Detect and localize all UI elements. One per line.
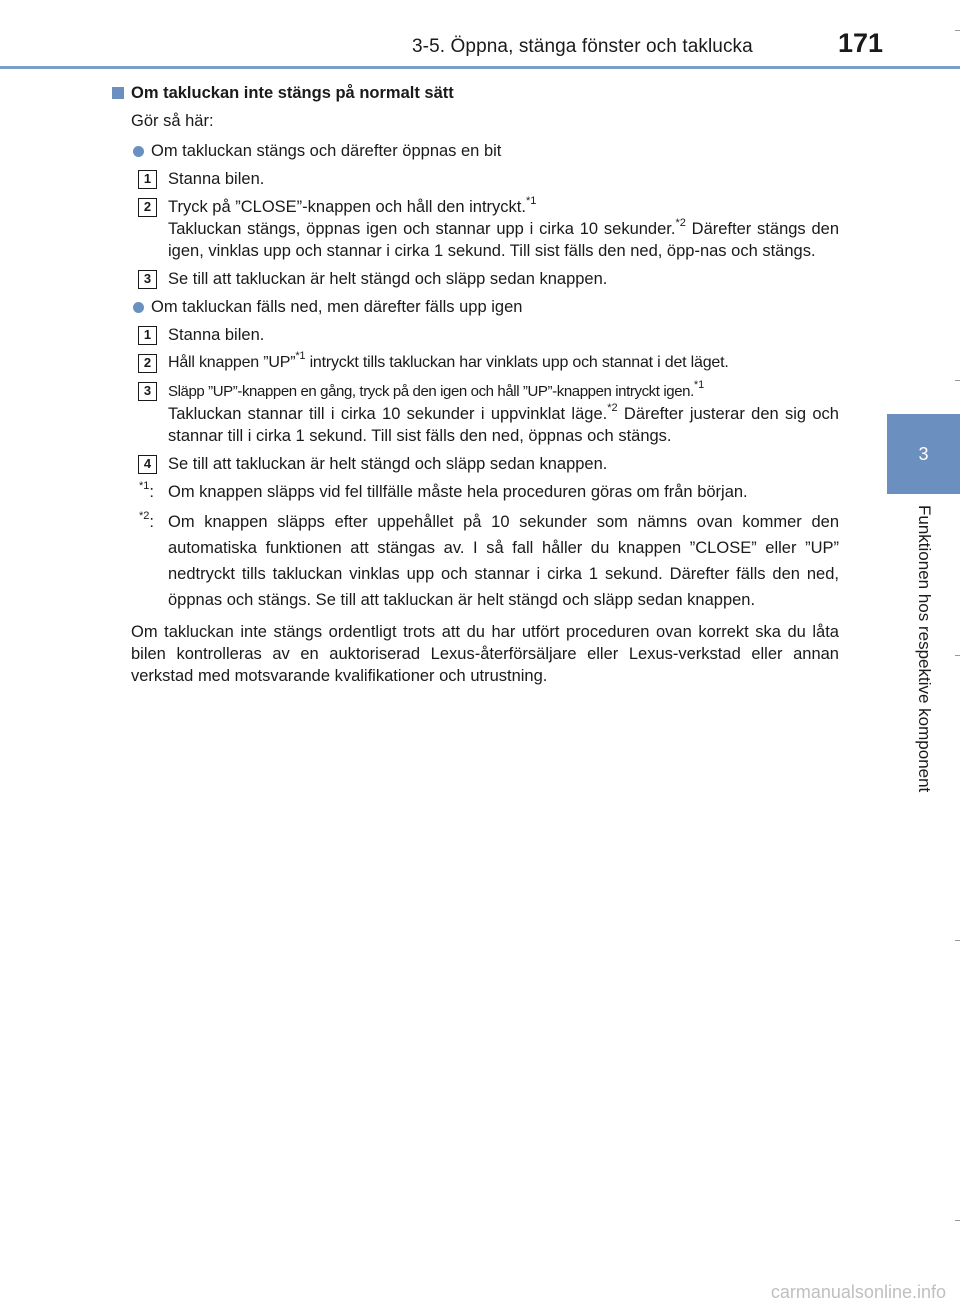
footnote-mark: $^{*2}$: <box>139 509 154 531</box>
step-number-badge: 3 <box>138 270 157 289</box>
step-text-part: Släpp ”UP”-knappen en gång, tryck på den igen och håll ”UP”-knappen intryckt igen. <box>168 383 694 400</box>
case-1 <box>131 140 839 290</box>
footnote-text: Om knappen släpps vid fel tillfälle måste hela proceduren göras om från början. <box>168 483 748 501</box>
footnote-ref: *1 <box>525 194 537 207</box>
step-text-part: Därefter stängs den igen, vinklas upp och stannar i cirka 1 sekund. Till sist fälls den ned, öpp-nas och stängs. <box>168 220 839 260</box>
edge-tick <box>955 655 960 656</box>
circle-bullet-icon <box>133 302 144 313</box>
step-number-badge: 1 <box>138 326 157 345</box>
closing-paragraph: Om takluckan inte stängs ordentligt trots att du har utfört proceduren ovan korrekt ska du låta bilen kontrolleras av en auktoriserad Lexus-återförsäljare eller Lexus-verkstad eller annan verkstad med motsvarande kvalifikationer och utrustning. <box>131 623 839 685</box>
intro-text: Gör så här: <box>131 112 214 130</box>
case-heading <box>131 296 839 318</box>
edge-tick <box>955 1220 960 1221</box>
edge-tick <box>955 940 960 941</box>
page-number: 171 <box>838 28 884 58</box>
footnote <box>131 509 839 613</box>
watermark: carmanualsonline.info <box>770 1282 946 1302</box>
step-text-part: Takluckan stannar till i cirka 10 sekunder i uppvinklat läge. <box>168 405 608 423</box>
square-bullet-icon <box>112 87 124 99</box>
step-number-badge: 1 <box>138 170 157 189</box>
step-text <box>168 380 839 447</box>
step-text: Se till att takluckan är helt stängd och släpp sedan knappen. <box>168 270 608 288</box>
header-rule <box>0 66 960 69</box>
footnote-ref: *2 <box>607 401 618 414</box>
chapter-side-label <box>914 505 934 835</box>
section-title: Om takluckan inte stängs på normalt sätt <box>131 84 454 102</box>
footnote-ref: *1 <box>295 349 306 362</box>
step-text-part: Tryck på ”CLOSE”-knappen och håll den intryckt. <box>168 198 526 216</box>
step-text <box>168 196 839 262</box>
circle-bullet-icon <box>133 146 144 157</box>
case-heading <box>131 140 839 162</box>
step <box>131 324 839 346</box>
footnote-text: Om knappen släpps efter uppehållet på 10 sekunder som nämns ovan kommer den automatiska funktionen att stängas av. I så fall håller du knappen ”CLOSE” eller ”UP” nedtryckt tills takluckan vinklas upp och stannar i cirka 1 sekund. Därefter fälls den ned, öppnas och stängs. Se till att takluckan är helt stängd och släpp sedan knappen. <box>168 513 839 609</box>
edge-tick <box>955 30 960 31</box>
section-heading <box>131 82 839 104</box>
step-number-badge: 2 <box>138 198 157 217</box>
edge-tick <box>955 380 960 381</box>
footnote-mark: $^{*1}$: <box>139 479 154 501</box>
step-text: Stanna bilen. <box>168 326 265 344</box>
case-2 <box>131 296 839 475</box>
step <box>131 453 839 475</box>
step <box>131 196 839 262</box>
footnote <box>131 481 839 503</box>
step <box>131 349 839 374</box>
step-text-part: Därefter justerar den sig och stannar till i cirka 1 sekund. Till sist fälls den ned, öppnas och stängs. <box>168 405 839 445</box>
step-number-badge: 3 <box>138 382 157 401</box>
chapter-number: 3 <box>918 443 929 464</box>
case-title: Om takluckan fälls ned, men därefter fälls upp igen <box>151 298 523 316</box>
step-text: Stanna bilen. <box>168 170 265 188</box>
step-text-part: Håll knappen ”UP” <box>168 354 296 371</box>
step <box>131 168 839 190</box>
chapter-tab <box>887 414 960 494</box>
page-header-title: 3-5. Öppna, stänga fönster och taklucka <box>412 36 753 57</box>
step <box>131 380 839 447</box>
chapter-label: Funktionen hos respektive komponent <box>915 505 934 793</box>
step <box>131 268 839 290</box>
step-text-part: Takluckan stängs, öppnas igen och stannar upp i cirka 10 sekunder. <box>168 220 676 238</box>
step-text: Se till att takluckan är helt stängd och släpp sedan knappen. <box>168 455 608 473</box>
footnote-ref: *1 <box>693 378 705 391</box>
footnote-ref: *2 <box>675 216 686 229</box>
step-number-badge: 2 <box>138 354 157 373</box>
main-content <box>131 82 839 704</box>
step-text-part: intryckt tills takluckan har vinklats upp och stannat i det läget. <box>305 354 729 371</box>
step-number-badge: 4 <box>138 455 157 474</box>
case-title: Om takluckan stängs och därefter öppnas en bit <box>151 142 502 160</box>
step-text <box>168 349 839 374</box>
